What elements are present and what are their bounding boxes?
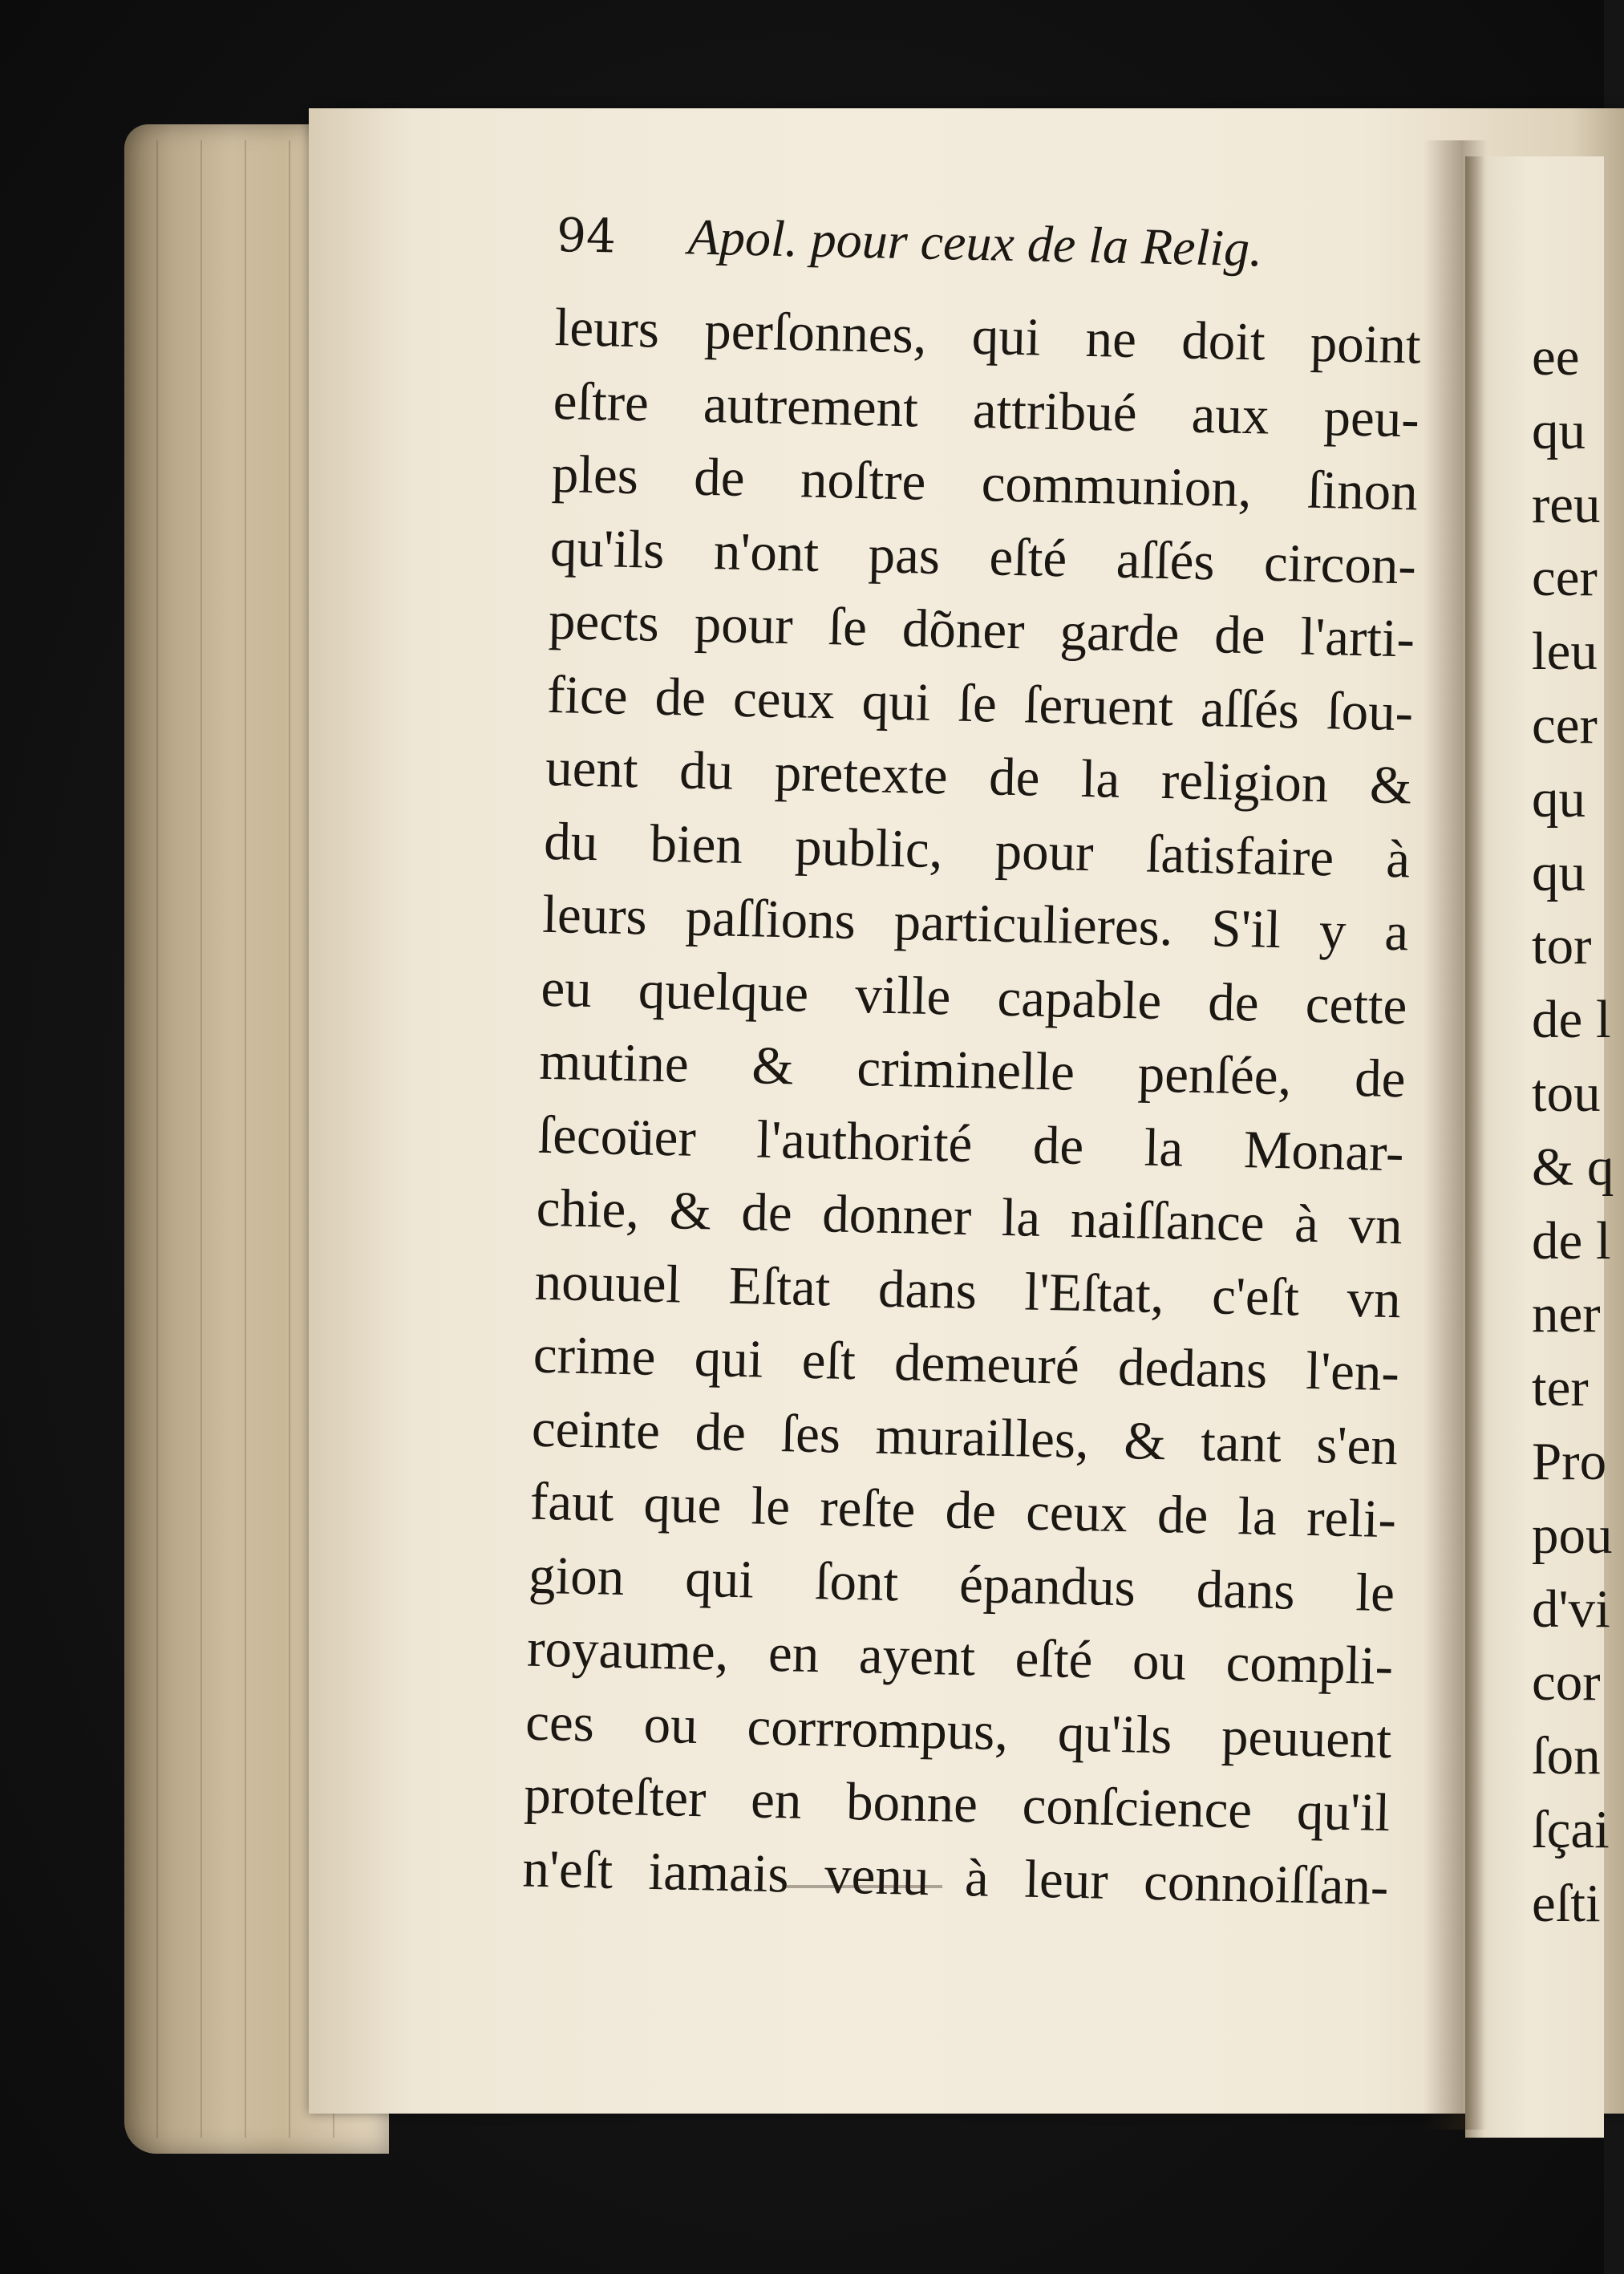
- facing-text-line: ſçai: [1532, 1799, 1610, 1859]
- facing-text-line: cer: [1532, 695, 1598, 755]
- text-line: ces ou corrrompus, qu'ils peuuent: [524, 1692, 1392, 1769]
- body-text: [522, 291, 1454, 1924]
- text-line: ples de noſtre communion, ſinon: [551, 444, 1419, 522]
- text-line: gion qui ſont épandus dans le: [528, 1545, 1395, 1623]
- facing-text-line: de l: [1532, 1210, 1611, 1271]
- text-line: crime qui eſt demeuré dedans l'en-: [533, 1324, 1400, 1403]
- text-line: leurs perſonnes, qui ne doit point: [554, 297, 1422, 375]
- text-line: n'eſt iamais venu à leur connoiſſan-: [521, 1838, 1390, 1916]
- running-head-title: Apol. pour ceux de la Relig.: [687, 208, 1263, 278]
- text-line: du bien public, pour ſatisfaire à: [543, 811, 1411, 889]
- facing-text-line: ſon: [1532, 1726, 1601, 1786]
- facing-text-line: de l: [1532, 990, 1611, 1050]
- facing-text-line: & q: [1532, 1137, 1614, 1197]
- facing-text-line: Pro: [1532, 1431, 1607, 1491]
- text-line: ceinte de ſes murailles, & tant s'en: [531, 1398, 1399, 1476]
- facing-text-line: ee: [1532, 327, 1580, 387]
- text-line: uent du pretexte de la religion &: [545, 737, 1412, 816]
- facing-text-line: reu: [1532, 474, 1601, 534]
- facing-text-line: pou: [1532, 1505, 1613, 1565]
- facing-text-line: leu: [1532, 622, 1598, 682]
- text-line: pects pour ſe dõner garde de l'arti-: [548, 590, 1415, 669]
- text-line: royaume, en ayent eſté ou compli-: [526, 1618, 1394, 1696]
- facing-page-text: [1532, 321, 1614, 1941]
- facing-text-line: qu: [1532, 768, 1586, 829]
- text-line: leurs paſſions particulieres. S'il y a: [541, 884, 1410, 963]
- facing-text-line: tou: [1532, 1063, 1601, 1123]
- left-page-text: [522, 205, 1456, 1924]
- facing-text-line: eſti: [1532, 1873, 1601, 1933]
- text-line: faut que le reſte de ceux de la reli-: [529, 1471, 1397, 1550]
- ink-mark: [782, 1885, 942, 1888]
- text-line: fice de ceux qui ſe ſeruent aſſés ſou-: [546, 664, 1414, 742]
- facing-text-line: ner: [1532, 1284, 1601, 1344]
- facing-text-line: cor: [1532, 1652, 1601, 1713]
- facing-text-line: tor: [1532, 916, 1592, 976]
- facing-text-line: ter: [1532, 1358, 1589, 1418]
- page-number: 94: [556, 207, 617, 264]
- text-line: qu'ils n'ont pas eſté aſſés circon-: [549, 517, 1417, 596]
- text-line: mutine & criminelle penſée, de: [538, 1031, 1407, 1109]
- text-line: nouuel Eſtat dans l'Eſtat, c'eſt vn: [534, 1251, 1402, 1329]
- facing-text-line: qu: [1532, 842, 1586, 902]
- facing-text-line: d'vi: [1532, 1579, 1610, 1639]
- text-line: chie, & de donner la naiſſance à vn: [536, 1178, 1403, 1256]
- text-line: eu quelque ville capable de cette: [540, 958, 1408, 1036]
- text-line: ſecoüer l'authorité de la Monar-: [537, 1105, 1405, 1182]
- facing-text-line: qu: [1532, 400, 1586, 460]
- facing-text-line: cer: [1532, 548, 1598, 608]
- text-line: eſtre autrement attribué aux peu-: [553, 371, 1420, 449]
- text-line: proteſter en bonne conſcience qu'il: [523, 1765, 1391, 1843]
